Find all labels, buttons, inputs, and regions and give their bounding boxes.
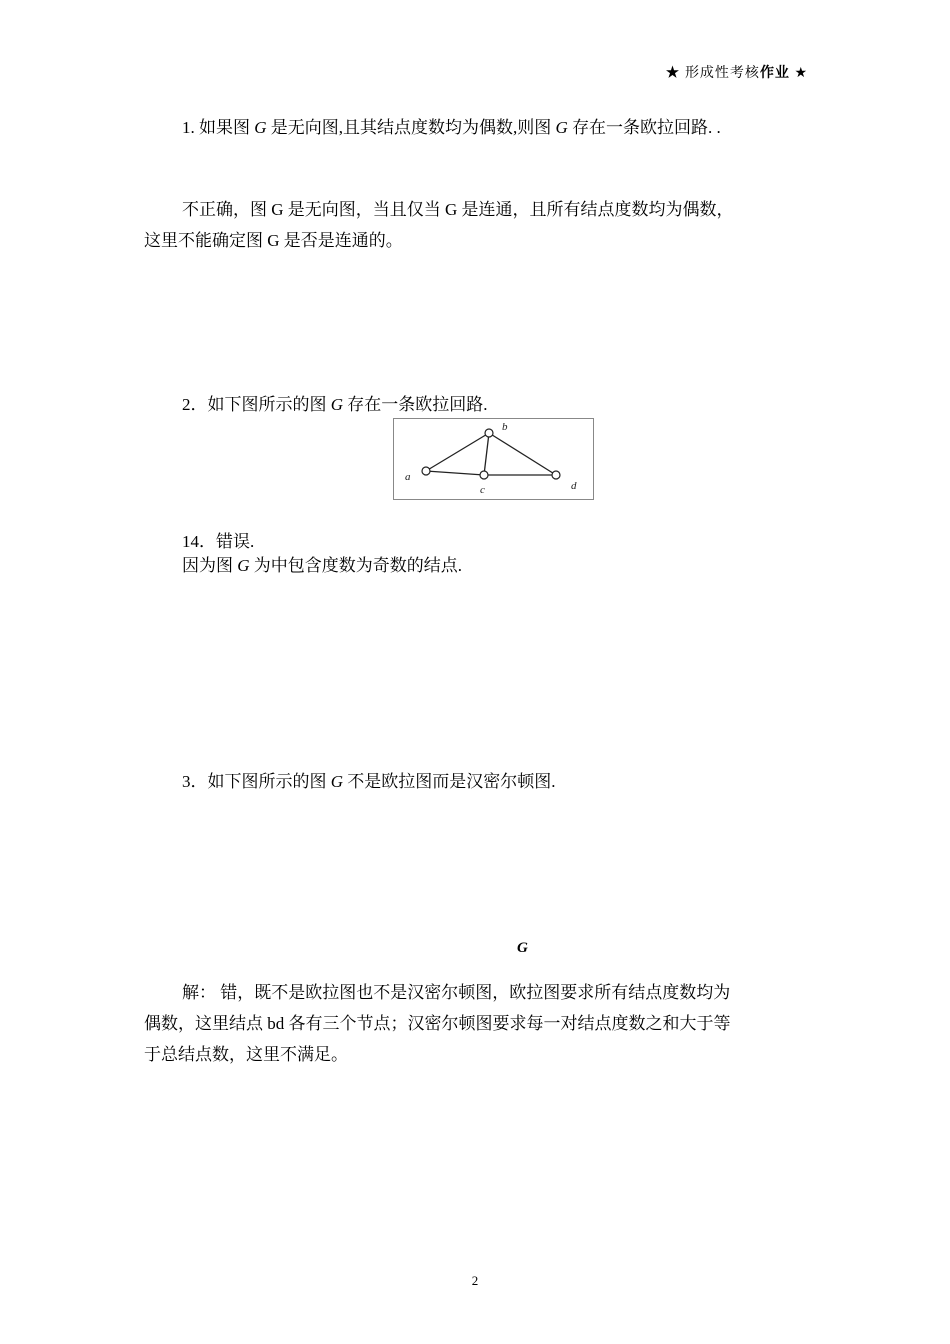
figure-caption: G xyxy=(517,940,528,956)
edge-a-b xyxy=(426,433,489,471)
question-text: 如下图所示的图 xyxy=(207,772,327,791)
star-icon: ★ xyxy=(794,66,808,81)
node-a xyxy=(422,467,430,475)
answer-3-line-3: 于总结点数，这里不满足。 xyxy=(144,1045,348,1064)
question-number: 3． xyxy=(182,772,208,791)
graph-symbol: G xyxy=(555,118,568,137)
answer-1-line-2: 这里不能确定图 G 是否是连通的。 xyxy=(144,231,403,250)
answer-3-line-2: 偶数，这里结点 bd 各有三个节点；汉密尔顿图要求每一对结点度数之和大于等 xyxy=(144,1014,731,1033)
edge-b-c xyxy=(484,433,489,475)
page-number: 2 xyxy=(471,1273,479,1288)
question-1 xyxy=(182,116,721,140)
edge-b-d xyxy=(489,433,556,475)
header-title-bold: 作业 xyxy=(759,66,790,81)
graph-symbol: G xyxy=(237,556,250,575)
graph-figure xyxy=(393,418,594,500)
node-label-d: d xyxy=(571,480,577,492)
answer-1-line-1: 不正确，图 G 是无向图，当且仅当 G 是连通，且所有结点度数均为偶数， xyxy=(182,200,734,219)
question-text: 存在一条欧拉回路. xyxy=(347,395,488,414)
answer-2-text xyxy=(182,554,462,578)
question-text: 存在一条欧拉回路. . xyxy=(572,118,721,137)
graph-symbol: G xyxy=(330,772,344,791)
edge-a-c xyxy=(426,471,484,475)
question-text: 是无向图,且其结点度数均为偶数,则图 xyxy=(270,118,552,137)
answer-text: 因为图 xyxy=(182,556,233,575)
node-d xyxy=(552,471,560,479)
question-3 xyxy=(182,770,556,794)
question-text: 如下图所示的图 xyxy=(207,395,327,414)
question-text: 如果图 xyxy=(199,118,250,137)
node-label-a: a xyxy=(405,471,411,483)
graph-diagram xyxy=(394,419,593,499)
node-b xyxy=(485,429,493,437)
question-2 xyxy=(182,393,488,417)
node-c xyxy=(480,471,488,479)
answer-text: 为中包含度数为奇数的结点. xyxy=(253,556,463,575)
graph-symbol: G xyxy=(330,395,344,414)
star-icon: ★ xyxy=(665,66,681,81)
question-number: 1. xyxy=(182,118,195,137)
header-title-pre: 形成性考核 xyxy=(684,66,760,81)
page-header xyxy=(665,62,808,82)
question-text: 不是欧拉图而是汉密尔顿图. xyxy=(347,772,556,791)
answer-3-line-1: 解： 错，既不是欧拉图也不是汉密尔顿图，欧拉图要求所有结点度数均为 xyxy=(182,983,731,1002)
node-label-c: c xyxy=(480,484,485,496)
answer-2-label: 14．错误. xyxy=(182,532,255,551)
node-label-b: b xyxy=(502,421,508,433)
question-number: 2． xyxy=(182,395,208,414)
graph-symbol: G xyxy=(254,118,267,137)
